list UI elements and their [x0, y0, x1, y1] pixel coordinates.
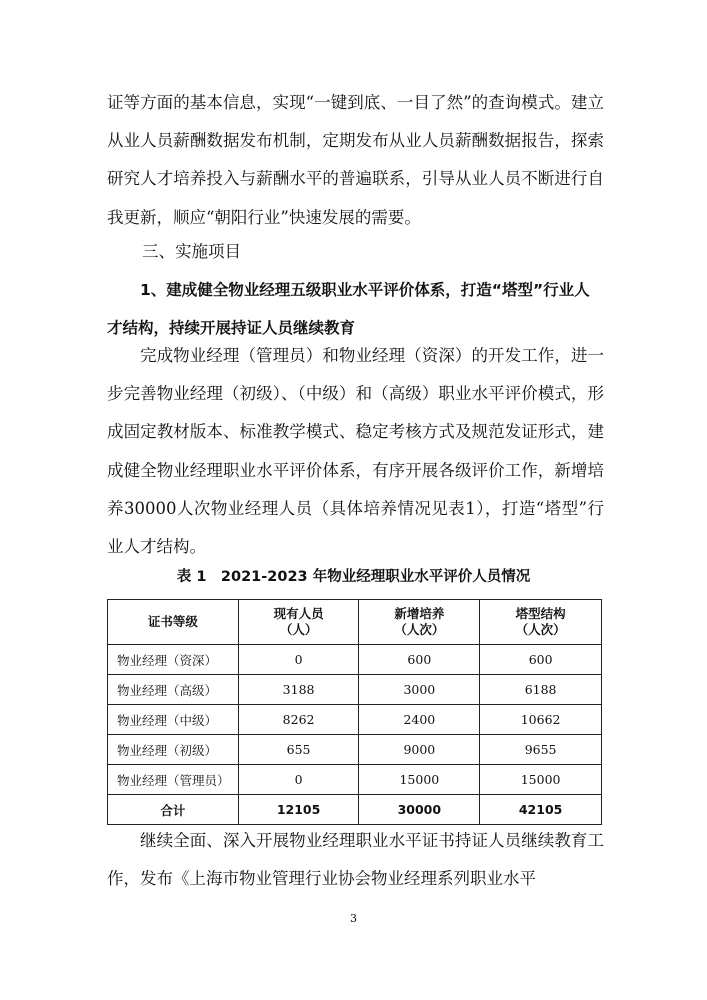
- header-new: [359, 600, 480, 645]
- header-current: [238, 600, 359, 645]
- cell-current: 0: [238, 765, 359, 795]
- cell-total-label: 合计: [108, 795, 239, 825]
- header-label: 证书等级: [147, 614, 198, 629]
- table-row: [108, 705, 602, 735]
- page-number: 3: [350, 912, 357, 925]
- cell-current: 3188: [238, 675, 359, 705]
- cell-tower: 9655: [480, 735, 602, 765]
- cell-current: 8262: [238, 705, 359, 735]
- section-heading: 三、实施项目: [142, 242, 241, 261]
- header-label: 塔型结构: [515, 606, 566, 621]
- cell-tower: 600: [480, 645, 602, 675]
- cell-new: 2400: [359, 705, 480, 735]
- cell-current: 0: [238, 645, 359, 675]
- cell-grade: 物业经理（资深）: [108, 645, 239, 675]
- cell-new: 600: [359, 645, 480, 675]
- cell-grade: 物业经理（初级）: [108, 735, 239, 765]
- header-label: 现有人员: [273, 606, 324, 621]
- cell-tower: 10662: [480, 705, 602, 735]
- header-grade: [108, 600, 239, 645]
- cell-new: 15000: [359, 765, 480, 795]
- cell-total-new: 30000: [359, 795, 480, 825]
- cell-grade: 物业经理（高级）: [108, 675, 239, 705]
- table-row: [108, 645, 602, 675]
- cell-grade: 物业经理（管理员）: [108, 765, 239, 795]
- table-caption: 表 1 2021-2023 年物业经理职业水平评价人员情况: [176, 569, 531, 585]
- intro-paragraph: 证等方面的基本信息，实现“一键到底、一目了然”的查询模式。建立从业人员薪酬数据发布机制，定期发布从业人员薪酬数据报告，探索研究人才培养投入与薪酬水平的普遍联系，引导从业人员不断进行自我更新，顺应“朝阳行业”快速发展的需要。: [107, 93, 604, 227]
- personnel-table: [107, 599, 602, 825]
- table-total-row: [108, 795, 602, 825]
- subsection-heading: 1、建成健全物业经理五级职业水平评价体系，打造“塔型”行业人才结构，持续开展持证人员继续教育: [107, 281, 590, 337]
- cell-total-current: 12105: [238, 795, 359, 825]
- header-unit: （人）: [279, 622, 318, 637]
- header-tower: [480, 600, 602, 645]
- header-label: 新增培养: [394, 606, 445, 621]
- cell-tower: 15000: [480, 765, 602, 795]
- cell-current: 655: [238, 735, 359, 765]
- cell-grade: 物业经理（中级）: [108, 705, 239, 735]
- cell-new: 3000: [359, 675, 480, 705]
- cell-new: 9000: [359, 735, 480, 765]
- table-row: [108, 765, 602, 795]
- table-header-row: [108, 600, 602, 645]
- header-unit: （人次）: [515, 622, 566, 637]
- header-unit: （人次）: [394, 622, 445, 637]
- body-paragraph: 完成物业经理（管理员）和物业经理（资深）的开发工作，进一步完善物业经理（初级）、（中级）和（高级）职业水平评价模式，形成固定教材版本、标准教学模式、稳定考核方式及规范发证形式，建成健全物业经理职业水平评价体系，有序开展各级评价工作，新增培养30000人次物业经理人员（具体培养情况见表1），打造“塔型”行业人才结构。: [107, 346, 604, 557]
- table-row: [108, 735, 602, 765]
- cell-total-tower: 42105: [480, 795, 602, 825]
- table-row: [108, 675, 602, 705]
- cell-tower: 6188: [480, 675, 602, 705]
- closing-paragraph: 继续全面、深入开展物业经理职业水平证书持证人员继续教育工作，发布《上海市物业管理行业协会物业经理系列职业水平: [107, 831, 604, 889]
